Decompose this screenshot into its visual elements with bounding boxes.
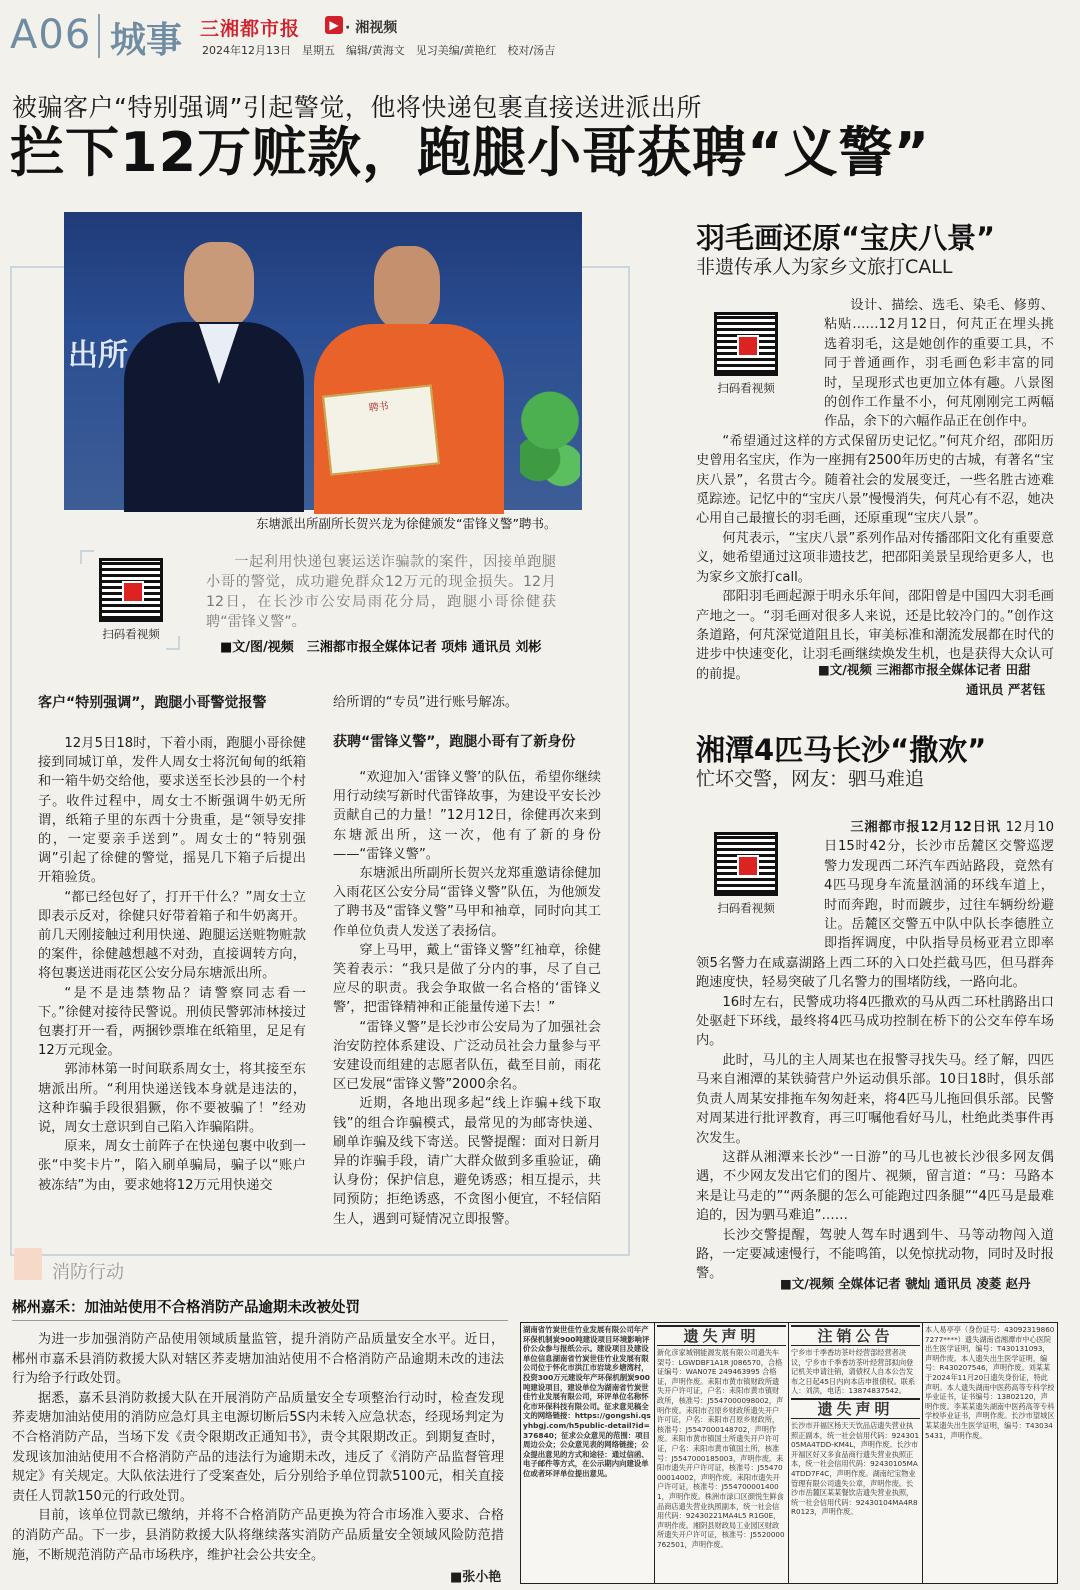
- video-logo-icon: ▶: [325, 16, 343, 34]
- header-meta: 2024年12月13日 星期五 编辑/黄海文 见习美编/黄艳红 校对/汤吉: [202, 44, 556, 57]
- lead-qr-box[interactable]: [86, 558, 176, 642]
- fire-p1: 为进一步加强消防产品使用领域质量监管，提升消防产品质量安全水平。近日，郴州市嘉禾县消防救援大队对辖区荞麦塘加油站使用不合格消防产品逾期未改的违法行为给予行政处罚。: [12, 1332, 504, 1387]
- horse-title: 湘潭4匹马长沙“撒欢”: [696, 733, 987, 767]
- ad-col3-head: 注销公告: [791, 1325, 920, 1346]
- ad-col3-text-2: 长沙市开福区杨天天饮品店遗失营业执照正副本，统一社会信用代码：92430105MA4TDD-KM4L，声明作废。长沙市开福区好又多食品商行遗失营业执照正本，统一社会信用代码：92430105MA4TDD7F4C，声明作废。湖南纪宝物业管理有限公司遗失公章，声明作废。长沙市岳麓区某某餐饮店遗失营业执照，统一社会信用代码：92430104MA4R8R0123，声明作废。: [791, 1420, 920, 1517]
- ad-col3-text: 宁乡市千季香坊茶叶经营部经营者决议，宁乡市千季香坊茶叶经营部拟向登记机关申请注销，请债权人自本公告发布之日起45日内向本店申报债权。联系人：刘洪，电话：13874837542。: [791, 1348, 916, 1396]
- fire-text: [12, 1330, 504, 1584]
- horse-text: [696, 818, 1054, 1288]
- header-divider: [98, 14, 100, 58]
- horse-dateline: 三湘都市报12月12日讯: [850, 820, 1001, 835]
- photo-certificate: 聘书: [322, 384, 440, 475]
- lead-col1-p4: 郭沛林第一时间联系周女士，将其接至东塘派出所。“利用快递送钱本身就是违法的，这种诈骗手段很猖獗，你不要被骗了！”经劝说，周女士意识到自己陷入诈骗陷阱。: [38, 1062, 306, 1136]
- lead-qr-icon[interactable]: [99, 558, 163, 622]
- ad-col2-text: 新化彦家城钢能源发展有限公司遗失车架号：LGWDBF1A1R J086570，合格证编号：WAN07E 249463995 合格证，声明作废。耒阳市黄市镇财政所遗失开户许可证，户名：耒阳市黄市镇财政所，核准号：J5547000098002，声明作废。耒阳市召原乡财政所遗失开户许可证，户名：耒阳市召原乡财政所，核准号：J5547000148702，声明作废。耒阳市黄市镇国土所遗失开户许可证，户名：耒阳市黄市镇国土所，核准号：J5547000185003，声明作废。耒阳市遗失开户许可证，核准号：J5547000014002，声明作废。耒阳市遗失开户许可证，核准号：J5547000014001，声明作废。株洲市渌口区颜悦生鲜食品商店遗失营业执照副本，统一社会信用代码：92430221MA4L5 R1G0E，声明作废。湘阴县财政局工业园区财政所遗失开户许可证，核准号：J5520000762501，声明作废。: [657, 1348, 785, 1549]
- video-brand: · 湘视频: [345, 20, 398, 36]
- fire-tag-icon: [14, 1248, 42, 1280]
- horse-subtitle: 忙坏交警，网友：驷马难追: [696, 768, 925, 790]
- fire-p3: 目前，该单位罚款已缴纳，并将不合格消防产品更换为符合市场准入要求、合格的消防产品。下一步，县消防救援大队将继续落实消防产品质量安全领域风险防范措施，不断规范消防产品市场秩序，维护社会公共安全。: [12, 1508, 504, 1563]
- lead-col1-p2: “都已经包好了，打开干什么？”周女士立即表示反对，徐健只好带着箱子和牛奶离开。前几天刚接触过利用快递、跑腿运送赃物赃款的案件，徐健越想越不对劲，直接调转方向，将包裹送进雨花区公安分局东塘派出所。: [38, 889, 306, 982]
- ad-col2-head: 遗失声明: [657, 1325, 786, 1346]
- page-number: A06: [10, 12, 92, 58]
- fire-byline: ■张小艳: [446, 1566, 501, 1585]
- lead-qr-bracket-br: [166, 636, 180, 650]
- horse-p5: 长沙交警提醒，驾驶人驾车时遇到牛、马等动物闯入道路，一定要减速慢行，不能鸣笛，以免惊扰动物，同时及时报警。: [696, 1227, 1054, 1282]
- fire-tag: 消防行动: [52, 1262, 124, 1283]
- feather-byline: ■文/视频 三湘都市报全媒体记者 田甜: [818, 662, 1031, 677]
- fire-p2: 据悉，嘉禾县消防救援大队在开展消防产品质量安全专项整治行动时，检查发现荞麦塘加油站使用的消防应急灯具主电源切断后5S内未转入应急状态，经现场判定为不合格消防产品，当场下发《责令限期改正通知书》，责令其限期改正。到期复查时，发现该加油站使用不合格消防产品的违法行为逾期未改，违反了《消防产品监督管理规定》有关规定。大队依法进行了受案查处，后分别给予单位罚款5100元，相关直接责任人罚款150元的行政处罚。: [12, 1390, 504, 1504]
- horse-p1: 12月10日15时42分，长沙市岳麓区交警巡逻警力发现西二环汽车西站路段，竟然有4匹马现身车流量汹涌的环线车道上，时而奔跑，时而踱步，过往车辆纷纷避让。岳麓区交警五中队中队长李德胜立即指挥调度，中队指导员杨亚君立即率领5名警力在咸嘉湖路上西二环的入口处拦截马匹，但马群奔跑速度快，轻易突破了几名警力的围堵防线，一路向北。: [696, 820, 1054, 991]
- lead-frame-top-right: [580, 266, 630, 268]
- ads-block: [520, 1322, 1058, 1584]
- horse-qr-label: 扫码看视频: [717, 901, 775, 915]
- feather-p2: “希望通过这样的方式保留历史记忆。”何芃介绍，邵阳历史曾用名宝庆，作为一座拥有2500年历史的古城，有著名“宝庆八景”，名贯古今。随着社会的发展变迁，一些名胜古迹难觅踪迹。记忆中的“宝庆八景”慢慢消失，何芃心有不忍，她决心用自己最擅长的羽毛画，还原重现“宝庆八景”。: [696, 433, 1054, 527]
- photo-plant: [520, 382, 580, 510]
- lead-col2-p4: “雷锋义警”是长沙市公安局为了加强社会治安防控体系建设、广泛动员社会力量参与平安建设而组建的志愿者队伍，截至目前，雨花区已发展“雷锋义警”2000余名。: [333, 1019, 601, 1093]
- photo-wall-sign: 出所: [68, 338, 128, 373]
- ad-col4-text: 本人易亭亭（身份证号：430923198607277****）遗失湖南省湘潭市中心医院出生医学证明，编号：T430131093，声明作废。本人遗失出生医学证明，编号：R430207546，声明作废。刘某某于2024年11月20日遗失身份证，特此声明。本人遗失湖南中医药高等专科学校毕业证书，证书编号：13802120，声明作废。李某某遗失湖南中医药高等专科学校毕业证书，声明作废。长沙市望城区某某遗失出生医学证明，编号：T430345431，声明作废。: [925, 1325, 1055, 1440]
- lead-col2-top: 给所谓的“专员”进行账号解冻。: [333, 695, 519, 710]
- lead-col1-p5: 原来，周女士前阵子在快递包裹中收到一张“中奖卡片”，陷入刷单骗局，骗子以“账户被冻结”为由，要求她将12万元用快递交: [38, 1139, 306, 1193]
- photo-police-officer: [124, 242, 304, 510]
- ad-column-4: [923, 1323, 1057, 1583]
- feather-p3: 何芃表示，“宝庆八景”系列作品对传播邵阳文化有重要意义，她希望通过这项非遗技艺，把邵阳美景呈现给更多人，也为家乡文旅打call。: [696, 530, 1054, 585]
- feather-subtitle: 非遗传承人为家乡文旅打CALL: [696, 256, 953, 278]
- ad-column-3: [789, 1323, 923, 1583]
- lead-column-1: [38, 734, 306, 1228]
- lead-col1-p1: 12月5日18时，下着小雨，跑腿小哥徐健接到同城订单，发件人周女士将沉甸甸的纸箱和一箱牛奶交给他，要求送至长沙县的一个村子。收件过程中，周女士不断强调牛奶无所谓，纸箱子里的东西十分贵重，是“领导安排的，一定要亲手送到”。周女士的“特别强调”引起了徐健的警觉，摇晃几下箱子后提出开箱验货。: [38, 736, 306, 886]
- horse-p3: 此时，马儿的主人周某也在报警寻找失马。经了解，四匹马来自湘潭的某铁骑营户外运动俱乐部。10日18时，俱乐部负责人周某安排拖车匆匆赶来，将4匹马儿拖回俱乐部。民警对周某进行批评教育，再三叮嘱他看好马儿，杜绝此类事件再次发生。: [696, 1052, 1054, 1146]
- lead-col2-p1: “欢迎加入‘雷锋义警’的队伍，希望你继续用行动续写新时代雷锋故事，为建设平安长沙贡献自己的力量！”12月12日，徐健再次来到东塘派出所，这一次，他有了新的身份——“雷锋义警”。: [333, 770, 601, 862]
- ad-col3-head-2: 遗失声明: [791, 1398, 920, 1419]
- lead-col2-p5: 近期，各地出现多起“线上诈骗+线下取钱”的组合诈骗模式，最常见的为邮寄快递、刷单诈骗及线下寄送。民警提醒：面对日新月异的诈骗手段，请广大群众做到多重验证，确认身份；保护信息，避免诱惑；相互提示，共同预防；拒绝诱惑，不贪图小便宜，不轻信陌生人，遇到可疑情况立即报警。: [333, 1096, 601, 1227]
- lead-qr-label: 扫码看视频: [102, 627, 160, 641]
- feather-p1: 设计、描绘、选毛、染毛、修剪、粘贴……12月12日，何芃正在埋头挑选着羽毛，这是她创作的重要工具，不同于普通画作，羽毛画色彩丰富的同时，呈现形式也更加立体有趣。八景图的创作工作量不小，何芃刚刚完工两幅作品，余下的六幅作品正在创作中。: [824, 298, 1054, 430]
- lead-subhead-2: 获聘“雷锋义警”，跑腿小哥有了新身份: [333, 734, 576, 750]
- lead-qr-bracket-tl: [80, 550, 94, 564]
- lead-photo: [64, 212, 582, 510]
- lead-headline: 拦下12万赃款，跑腿小哥获聘“义警”: [10, 121, 931, 184]
- feather-title: 羽毛画还原“宝庆八景”: [696, 221, 996, 255]
- lead-column-2: [333, 768, 601, 1230]
- fire-title-rule: [12, 1320, 508, 1321]
- horse-p4: 这群从湘潭来长沙“一日游”的马儿也被长沙很多网友偶遇，不少网友发出它们的图片、视频，留言道：“马：马路本来是让马走的”“两条腿的怎么可能跑过四条腿”“4匹马是最难追的，因为驷马难追”……: [696, 1149, 1054, 1224]
- paper-logo: 三湘都市报: [200, 18, 301, 40]
- lead-summary: 一起利用快递包裹运送诈骗款的案件，因接单跑腿小哥的警觉，成功避免群众12万元的现金损失。12月12日，在长沙市公安局雨花分局，跑腿小哥徐健获聘“雷锋义警”。: [206, 554, 556, 630]
- lead-col1-p3: “是不是违禁物品？请警察同志看一下。”徐健对接待民警说。刑侦民警郭沛林接过包裹打开一看，两捆钞票堆在纸箱里，足足有12万元现金。: [38, 985, 306, 1059]
- feather-p4: 邵阳羽毛画起源于明永乐年间，邵阳曾是中国四大羽毛画产地之一。“羽毛画对很多人来说，还是比较冷门的。”创作这条道路，何芃深觉道阻且长，审美标准和潮流发展都在时代的进步中快速变化，让羽毛画继续焕发生机，也是获得大众认可的前提。: [696, 589, 1054, 682]
- horse-p2: 16时左右，民警成功将4匹撒欢的马从西二环杜鹃路出口处驱赶下环线，最终将4匹马成功控制在桥下的公交车停车场内。: [696, 994, 1054, 1049]
- lead-byline: ■文/图/视频 三湘都市报全媒体记者 项炜 通讯员 刘彬: [220, 640, 542, 655]
- ad-column-1: [521, 1323, 655, 1583]
- ad-col1-text: 湖南省竹炭世佳竹业发展有限公司年产环保机制炭900吨建设项目环境影响评价公众参与报纸公示。建设项目及建设单位信息湖南省竹炭世佳竹业发展有限公司位于怀化市洪江市岩垅乡塘湾村，投资300万元建设年产环保机制炭900吨建设项目，建设单位为湖南省竹炭世佳竹业发展有限公司，环评单位名称怀化市环保科技有限公司。征求意见稿全文的网络链接：https://gongshi.qsyhbgj.com/h5public-detail?id=376840；征求公众意见的范围：项目周边公众；公众意见表的网络链接；公众提出意见的方式和途径：通过信函、电子邮件等方式，在公示期内向建设单位或者环评单位提出意见。: [523, 1325, 651, 1478]
- feather-byline-2: 通讯员 严茗钰: [966, 682, 1046, 697]
- horse-byline: ■文/视频 全媒体记者 虢灿 通讯员 凌菱 赵丹: [780, 1276, 1031, 1291]
- lead-col2-p3: 穿上马甲，戴上“雷锋义警”红袖章，徐健笑着表示：“我只是做了分内的事，尽了自己应尽的职责。我会争取做一名合格的‘雷锋义警’，把雷锋精神和正能量传递下去！”: [333, 942, 601, 1016]
- lead-subhead-1: 客户“特别强调”，跑腿小哥警觉报警: [38, 695, 267, 711]
- lead-kicker: 被骗客户“特别强调”引起警觉，他将快递包裹直接送进派出所: [12, 93, 702, 122]
- photo-caption: 东塘派出所副所长贺兴龙为徐健颁发“雷锋义警”聘书。: [256, 516, 557, 531]
- section-name: 城事: [110, 20, 183, 61]
- feather-qr-label: 扫码看视频: [717, 381, 775, 395]
- ad-column-2: [655, 1323, 789, 1583]
- lead-col2-p2: 东塘派出所副所长贺兴龙郑重邀请徐健加入雨花区公安分局“雷锋义警”队伍，为他颁发了聘书及“雷锋义警”马甲和袖章，同时向其工作单位负责人发送了表扬信。: [333, 866, 601, 939]
- fire-title: 郴州嘉禾：加油站使用不合格消防产品逾期未改被处罚: [12, 1300, 360, 1316]
